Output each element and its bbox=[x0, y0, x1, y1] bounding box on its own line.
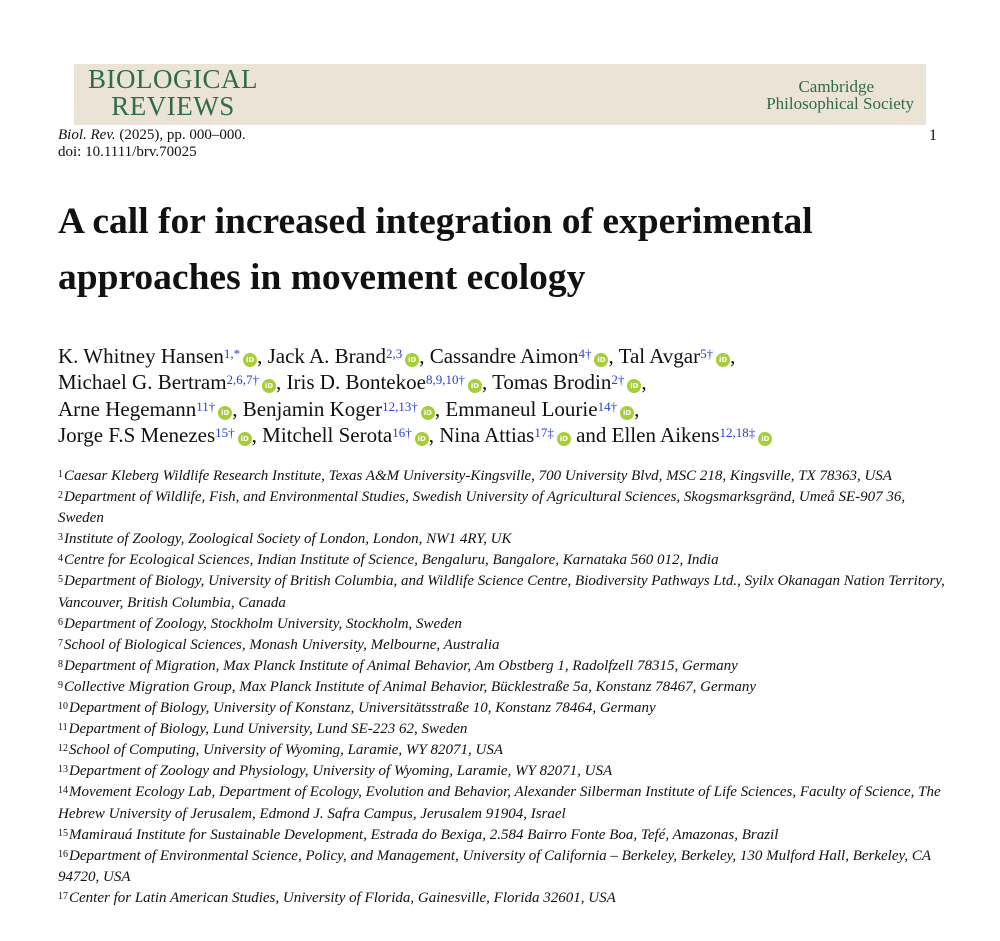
author-name: Nina Attias bbox=[439, 422, 535, 447]
author bbox=[439, 423, 571, 447]
author-name: Michael G. Bertram bbox=[58, 370, 227, 395]
affiliation-text: Center for Latin American Studies, University of Florida, Gainesville, Florida 32601, USA bbox=[69, 889, 616, 906]
author-affiliation-link[interactable]: 1,* bbox=[223, 346, 241, 361]
author-separator: , bbox=[730, 344, 736, 368]
journal-banner bbox=[74, 64, 926, 125]
author-affiliation-link[interactable]: 8,9,10† bbox=[425, 372, 465, 388]
author-separator: , bbox=[428, 422, 440, 447]
author-name: Tal Avgar bbox=[618, 344, 701, 368]
author-separator: , bbox=[641, 370, 647, 395]
affiliation bbox=[58, 550, 948, 571]
author-separator: , bbox=[232, 396, 243, 421]
affiliation-text: Mamirauá Institute for Sustainable Development, Estrada do Bexiga, 2.584 Bairro Fonte Boa, Tefé, Amazonas, Brazil bbox=[69, 826, 779, 843]
author-separator: , bbox=[481, 370, 493, 395]
affiliation-text: Department of Biology, University of British Columbia, and Wildlife Science Centre, Biodiversity Pathways Ltd., Syilx Okanagan Nation Territory, Vancouver, British Columbia, Canada bbox=[58, 573, 945, 611]
affiliation-number: 14 bbox=[58, 785, 68, 797]
orcid-icon[interactable]: iD bbox=[620, 406, 634, 420]
author bbox=[268, 344, 420, 368]
affiliation-number: 6 bbox=[58, 616, 63, 628]
affiliation bbox=[58, 698, 948, 719]
page-number: 1 bbox=[929, 127, 937, 144]
affiliation bbox=[58, 529, 948, 550]
orcid-icon[interactable]: iD bbox=[218, 406, 232, 420]
year-pages: (2025), pp. 000–000. bbox=[115, 127, 246, 143]
society-name-line1: Cambridge bbox=[798, 77, 874, 96]
author bbox=[243, 397, 435, 421]
author bbox=[262, 423, 429, 447]
affiliation-text: Institute of Zoology, Zoological Society of London, London, NW1 4RY, UK bbox=[64, 531, 512, 548]
author-name: Benjamin Koger bbox=[242, 396, 383, 421]
affiliation-number: 16 bbox=[58, 848, 68, 860]
affiliation-list bbox=[58, 466, 948, 909]
affiliation bbox=[58, 719, 948, 740]
affiliation-text: Department of Biology, University of Konstanz, Universitätsstraße 10, Konstanz 78464, Germany bbox=[69, 700, 656, 717]
author-affiliation-link[interactable]: 2† bbox=[611, 372, 625, 388]
journal-abbrev: Biol. Rev. bbox=[58, 127, 116, 143]
author bbox=[612, 423, 773, 447]
author-name: Tomas Brodin bbox=[492, 370, 612, 395]
orcid-icon[interactable]: iD bbox=[627, 379, 641, 393]
author-name: K. Whitney Hansen bbox=[58, 344, 224, 368]
affiliation bbox=[58, 466, 948, 487]
society-logo bbox=[766, 78, 914, 112]
article-title: A call for increased integration of experimental approaches in movement ecology bbox=[58, 201, 813, 298]
affiliation-text: Department of Wildlife, Fish, and Environmental Studies, Swedish University of Agricultural Sciences, Skogsmarksgränd, Umeå SE-907 36, Sweden bbox=[58, 489, 906, 527]
affiliation-number: 13 bbox=[58, 764, 68, 776]
affiliation bbox=[58, 571, 948, 613]
author-name: Ellen Aikens bbox=[611, 422, 720, 447]
affiliation-text: Department of Biology, Lund University, Lund SE-223 62, Sweden bbox=[68, 721, 468, 738]
affiliation bbox=[58, 614, 948, 635]
author-affiliation-link[interactable]: 12,18‡ bbox=[719, 424, 756, 440]
author-name: Cassandre Aimon bbox=[429, 344, 579, 368]
affiliation-text: School of Computing, University of Wyoming, Laramie, WY 82071, USA bbox=[69, 742, 504, 759]
orcid-icon[interactable]: iD bbox=[262, 379, 276, 393]
citation-block bbox=[58, 127, 246, 161]
author bbox=[430, 344, 609, 368]
affiliation-text: Department of Environmental Science, Policy, and Management, University of California – Berkeley, Berkeley, 130 Mulford Hall, Berkeley, CA 94720, USA bbox=[58, 847, 931, 885]
affiliation-text: Department of Zoology and Physiology, University of Wyoming, Laramie, WY 82071, USA bbox=[69, 763, 613, 780]
affiliation bbox=[58, 846, 948, 888]
journal-name-line2: REVIEWS bbox=[111, 91, 235, 121]
author-name: Arne Hegemann bbox=[58, 396, 197, 421]
affiliation bbox=[58, 740, 948, 761]
author-separator: , bbox=[608, 344, 619, 368]
affiliation-text: Centre for Ecological Sciences, Indian Institute of Science, Bengaluru, Bangalore, Karnataka 560 012, India bbox=[64, 552, 719, 569]
affiliation bbox=[58, 825, 948, 846]
affiliation-text: Department of Zoology, Stockholm University, Stockholm, Sweden bbox=[64, 615, 462, 632]
author bbox=[287, 370, 482, 394]
orcid-icon[interactable]: iD bbox=[557, 432, 571, 446]
affiliation-text: School of Biological Sciences, Monash University, Melbourne, Australia bbox=[64, 636, 500, 653]
author-affiliation-link[interactable]: 4† bbox=[578, 346, 592, 361]
author-separator: , bbox=[276, 370, 287, 395]
author bbox=[445, 397, 634, 421]
affiliation bbox=[58, 677, 948, 698]
affiliation bbox=[58, 761, 948, 782]
affiliation-number: 12 bbox=[58, 743, 68, 755]
orcid-icon[interactable]: iD bbox=[415, 432, 429, 446]
author-affiliation-link[interactable]: 15† bbox=[215, 424, 235, 440]
affiliation-number: 9 bbox=[58, 679, 63, 691]
orcid-icon[interactable]: iD bbox=[594, 353, 608, 367]
author-affiliation-link[interactable]: 12,13† bbox=[382, 398, 418, 414]
orcid-icon[interactable]: iD bbox=[243, 353, 257, 367]
affiliation bbox=[58, 487, 948, 529]
society-name-line2: Philosophical Society bbox=[766, 94, 914, 113]
affiliation-number: 10 bbox=[58, 701, 68, 713]
affiliation-number: 17 bbox=[58, 890, 68, 902]
author-name: Mitchell Serota bbox=[262, 422, 393, 447]
orcid-icon[interactable]: iD bbox=[405, 353, 419, 367]
affiliation-number: 3 bbox=[58, 532, 63, 544]
author-separator: , bbox=[634, 396, 640, 421]
author bbox=[58, 423, 252, 447]
author-affiliation-link[interactable]: 5† bbox=[700, 346, 714, 361]
affiliation-text: Collective Migration Group, Max Planck Institute of Animal Behavior, Bücklestraße 5a, Konstanz 78467, Germany bbox=[64, 678, 756, 695]
affiliation-number: 7 bbox=[58, 637, 63, 649]
affiliation-number: 5 bbox=[58, 574, 63, 586]
affiliation-number: 4 bbox=[58, 553, 63, 565]
author bbox=[58, 344, 257, 368]
orcid-icon[interactable]: iD bbox=[238, 432, 252, 446]
author bbox=[492, 370, 641, 394]
affiliation-number: 2 bbox=[58, 490, 63, 502]
journal-logo bbox=[88, 66, 258, 120]
doi[interactable]: doi: 10.1111/brv.70025 bbox=[58, 144, 197, 160]
author-affiliation-link[interactable]: 16† bbox=[392, 424, 412, 440]
author-list bbox=[58, 343, 958, 448]
affiliation bbox=[58, 888, 948, 909]
orcid-icon[interactable]: iD bbox=[421, 406, 435, 420]
affiliation-number: 15 bbox=[58, 827, 68, 839]
affiliation-text: Movement Ecology Lab, Department of Ecology, Evolution and Behavior, Alexander Silberman Institute of Life Sciences, Faculty of Science, The Hebrew University of Jerusalem, Edmond J. Safra Campus, Jerusalem 91904, Israel bbox=[58, 784, 941, 822]
author-name: Jorge F.S Menezes bbox=[58, 422, 216, 447]
affiliation bbox=[58, 782, 948, 824]
author bbox=[58, 370, 276, 394]
author-separator: and bbox=[570, 422, 612, 447]
author-name: Jack A. Brand bbox=[267, 344, 386, 368]
author-name: Iris D. Bontekoe bbox=[286, 370, 426, 395]
affiliation-number: 8 bbox=[58, 658, 63, 670]
author-affiliation-link[interactable]: 11† bbox=[196, 398, 216, 414]
affiliation bbox=[58, 656, 948, 677]
affiliation-number: 11 bbox=[58, 722, 68, 734]
author-separator: , bbox=[257, 344, 268, 368]
affiliation-text: Caesar Kleberg Wildlife Research Institute, Texas A&M University-Kingsville, 700 University Blvd, MSC 218, Kingsville, TX 78363, USA bbox=[64, 468, 892, 484]
author-affiliation-link[interactable]: 2,6,7† bbox=[226, 372, 260, 388]
author-affiliation-link[interactable]: 14† bbox=[597, 398, 618, 414]
author-name: Emmaneul Lourie bbox=[445, 396, 598, 421]
affiliation bbox=[58, 635, 948, 656]
affiliation-number: 1 bbox=[58, 469, 63, 480]
author bbox=[58, 397, 232, 421]
affiliation-text: Department of Migration, Max Planck Institute of Animal Behavior, Am Obstberg 1, Radolfzell 78315, Germany bbox=[64, 657, 738, 674]
orcid-icon[interactable]: iD bbox=[468, 379, 482, 393]
author-affiliation-link[interactable]: 2,3 bbox=[385, 346, 403, 361]
author bbox=[619, 344, 731, 368]
orcid-icon[interactable]: iD bbox=[716, 353, 730, 367]
author-separator: , bbox=[419, 344, 430, 368]
author-separator: , bbox=[434, 396, 446, 421]
orcid-icon[interactable]: iD bbox=[758, 432, 772, 446]
author-affiliation-link[interactable]: 17‡ bbox=[534, 424, 554, 440]
author-separator: , bbox=[251, 422, 263, 447]
journal-name-line1: BIOLOGICAL bbox=[88, 64, 258, 94]
